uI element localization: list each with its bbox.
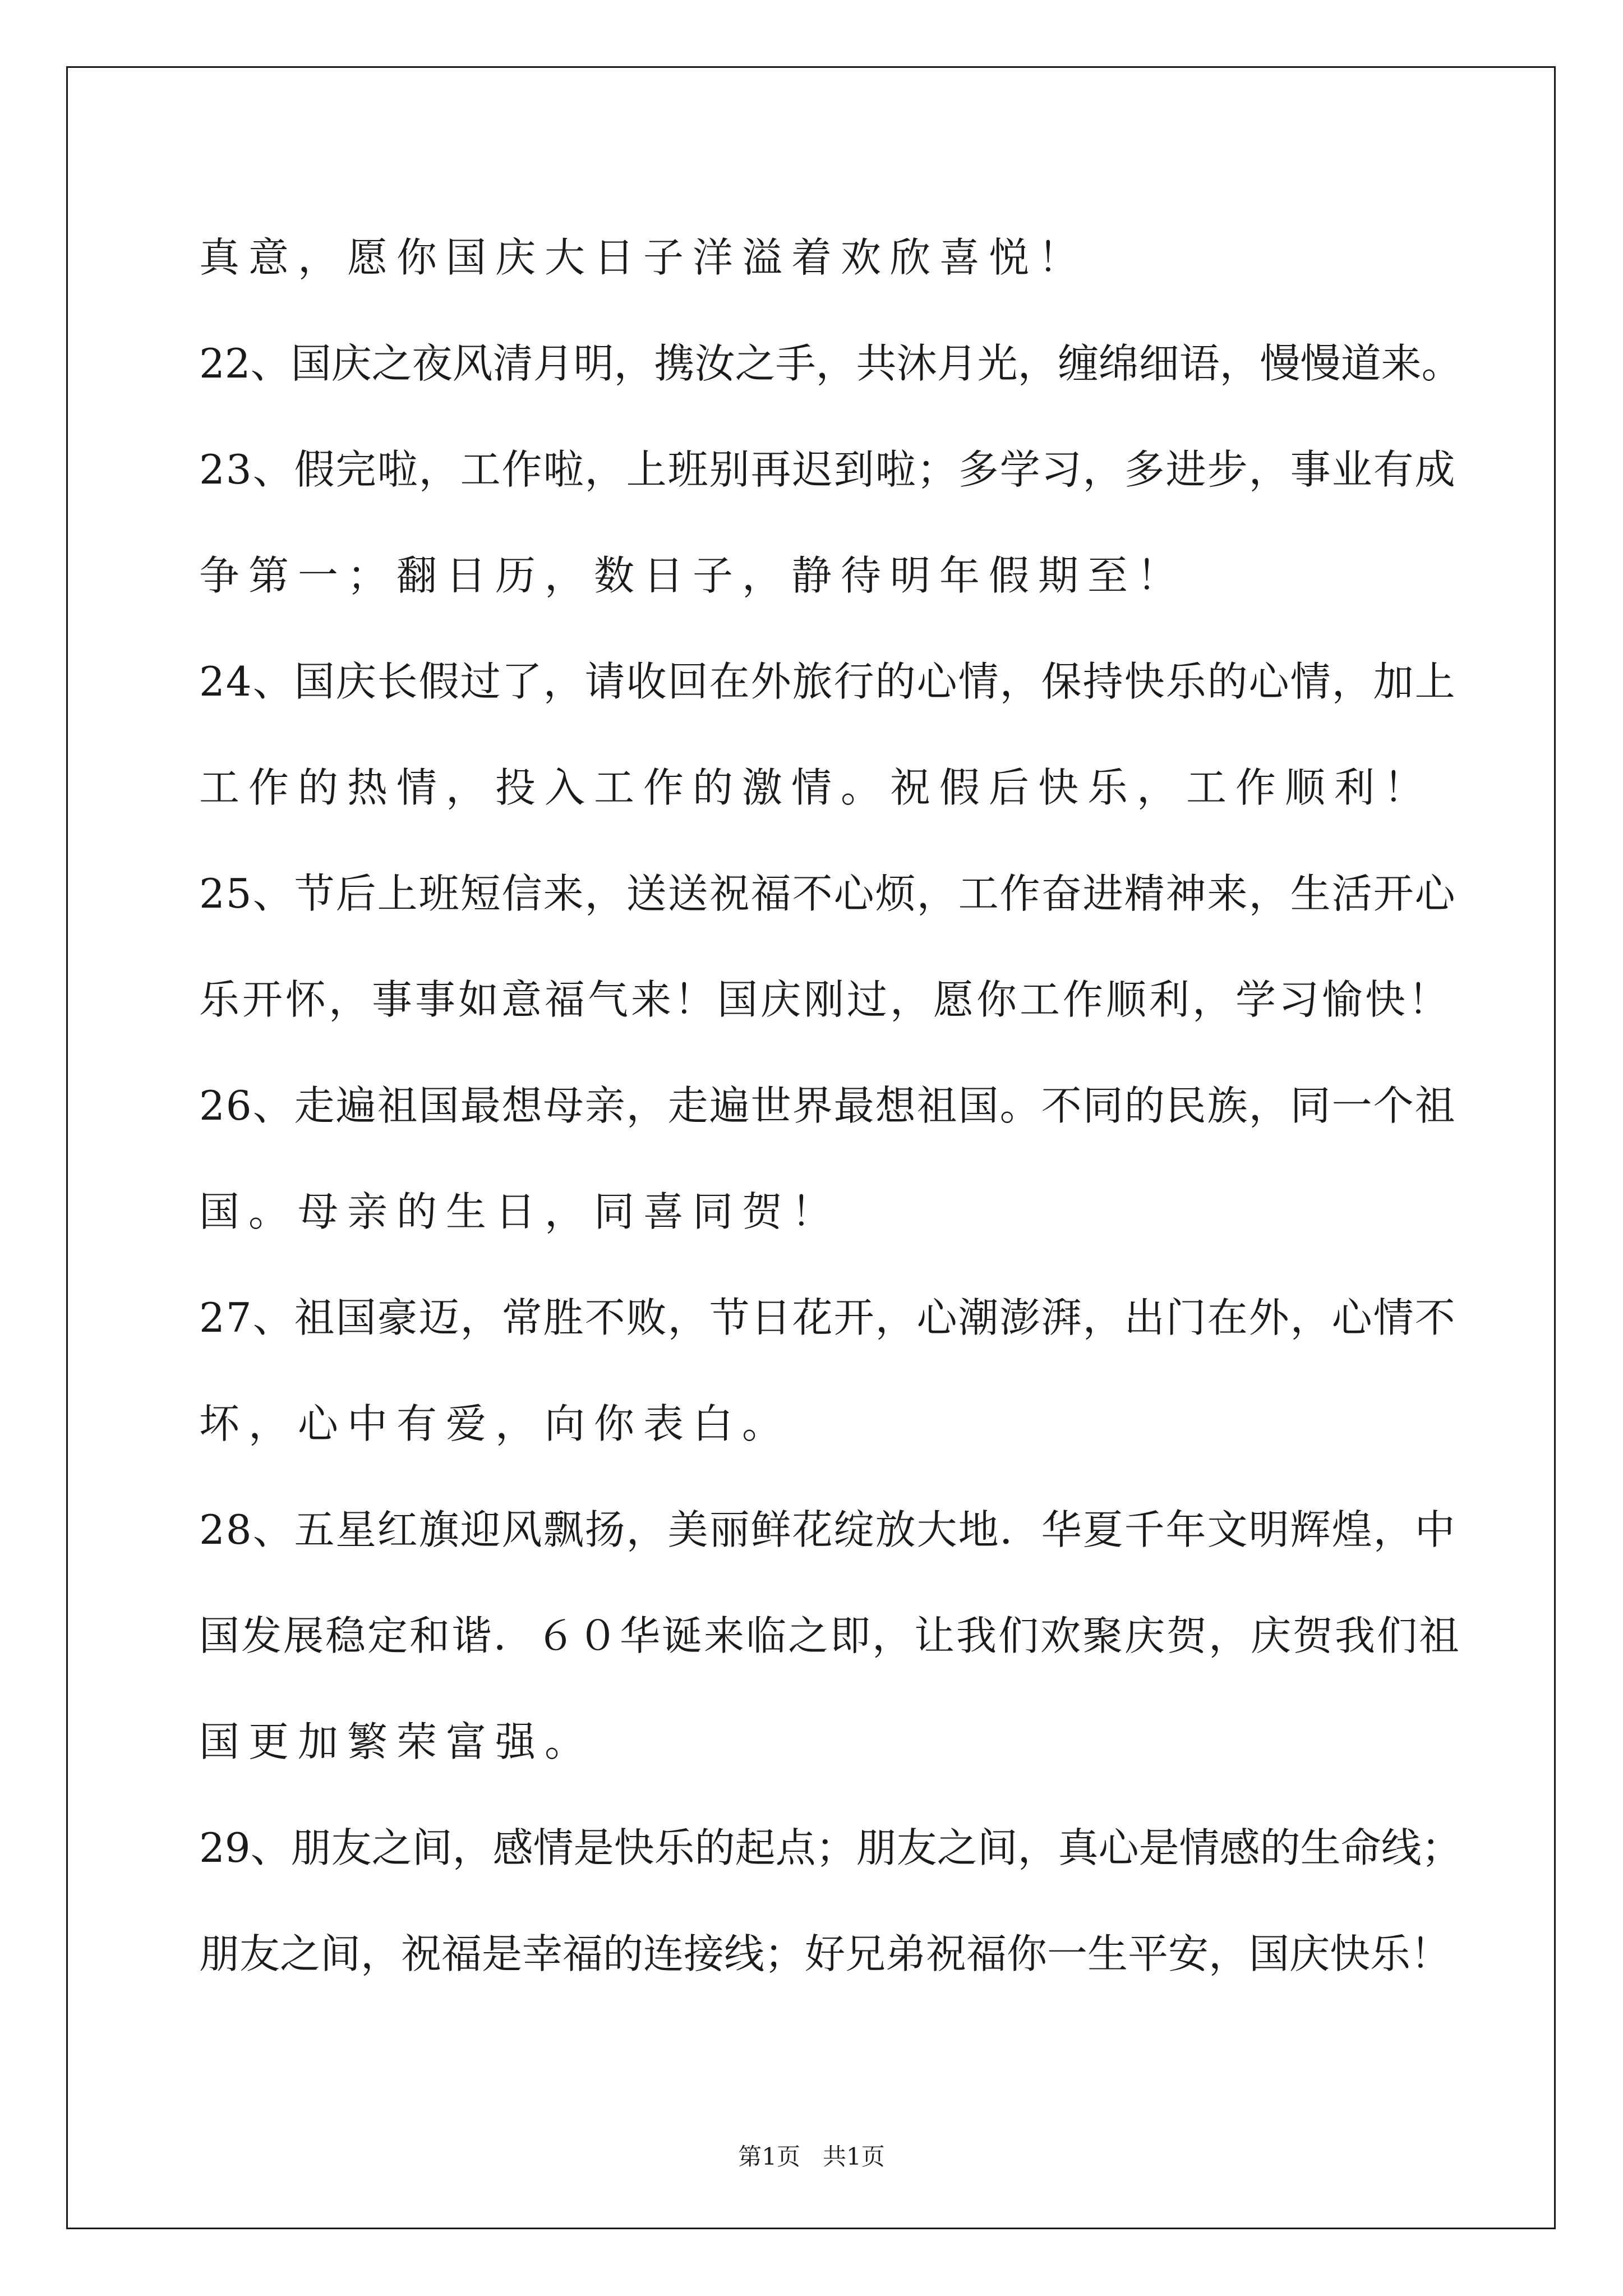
text-line: 朋友之间，祝福是幸福的连接线；好兄弟祝福你一生平安，国庆快乐！ xyxy=(199,1930,1451,1977)
text-line: 26、走遍祖国最想母亲，走遍世界最想祖国。不同的民族，同一个祖 xyxy=(199,1082,1456,1129)
text-line: 25、节后上班短信来，送送祝福不心烦，工作奋进精神来，生活开心 xyxy=(199,870,1456,917)
text-line: 国发展稳定和谐．６０华诞来临之即，让我们欢聚庆贺，庆贺我们祖 xyxy=(199,1612,1461,1659)
text-line: 27、祖国豪迈，常胜不败，节日花开，心潮澎湃，出门在外，心情不 xyxy=(199,1294,1456,1341)
document-body xyxy=(199,205,1467,2007)
text-line: 乐开怀，事事如意福气来！国庆刚过，愿你工作顺利，学习愉快！ xyxy=(199,976,1452,1023)
page-number-footer: 第1页 共1页 xyxy=(738,2143,885,2170)
text-line: 23、假完啦，工作啦，上班别再迟到啦；多学习，多进步，事业有成 xyxy=(199,446,1456,493)
text-line: 28、五星红旗迎风飘扬，美丽鲜花绽放大地．华夏千年文明辉煌，中 xyxy=(199,1506,1456,1553)
text-line: 22、国庆之夜风清月明，携汝之手，共沐月光，缠绵细语，慢慢道来。 xyxy=(199,340,1462,387)
text-line: 29、朋友之间，感情是快乐的起点；朋友之间，真心是情感的生命线； xyxy=(199,1824,1462,1871)
text-line: 争第一；翻日历，数日子，静待明年假期至！ xyxy=(199,552,1187,599)
text-line: 坏，心中有爱，向你表白。 xyxy=(199,1400,792,1447)
text-line: 工作的热情，投入工作的激情。祝假后快乐，工作顺利！ xyxy=(199,764,1433,811)
text-line: 24、国庆长假过了，请收回在外旅行的心情，保持快乐的心情，加上 xyxy=(199,658,1456,705)
text-line: 国更加繁荣富强。 xyxy=(199,1718,594,1765)
text-line: 国。母亲的生日，同喜同贺！ xyxy=(199,1188,841,1235)
text-line: 真意，愿你国庆大日子洋溢着欢欣喜悦！ xyxy=(199,234,1088,281)
